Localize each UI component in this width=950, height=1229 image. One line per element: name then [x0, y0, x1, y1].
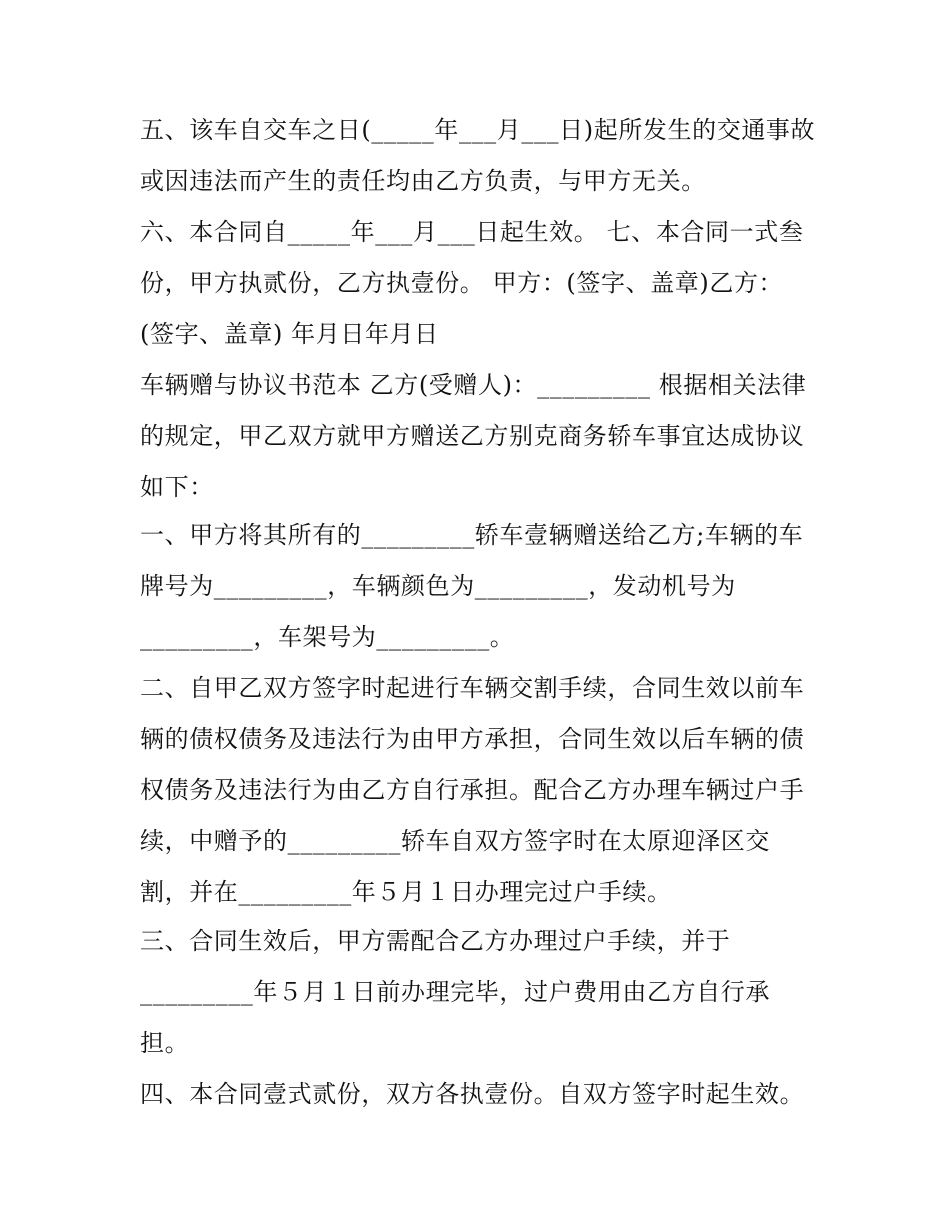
text-line: 担。 — [140, 1029, 190, 1057]
text-line: 续，中赠予的_________轿车自双方签字时在太原迎泽区交 — [140, 827, 770, 855]
text-line: 权债务及违法行为由乙方自行承担。配合乙方办理车辆过户手 — [140, 776, 805, 804]
text-line: 割，并在_________年５月１日办理完过户手续。 — [140, 878, 672, 906]
text-line: 三、合同生效后，甲方需配合乙方办理过户手续，并于 — [140, 927, 731, 955]
text-line: 四、本合同壹式贰份，双方各执壹份。自双方签字时起生效。 — [140, 1080, 805, 1108]
text-line: 二、自甲乙双方签字时起进行车辆交割手续，合同生效以前车 — [140, 674, 805, 702]
text-line: _________，车架号为_________。 — [140, 623, 515, 651]
text-line: 车辆赠与协议书范本 乙方(受赠人)：_________ 根据相关法律 — [140, 371, 807, 399]
text-line: 一、甲方将其所有的_________轿车壹辆赠送给乙方;车辆的车 — [140, 521, 804, 549]
text-line: 六、本合同自_____年___月___日起生效。 七、本合同一式叁 — [140, 218, 804, 246]
text-line: 的规定，甲乙双方就甲方赠送乙方别克商务轿车事宜达成协议 — [140, 422, 805, 450]
text-line: 份，甲方执贰份，乙方执壹份。 甲方：(签字、盖章)乙方： — [140, 269, 784, 297]
text-line: 牌号为_________，车辆颜色为_________，发动机号为 — [140, 572, 736, 600]
text-line: (签字、盖章) 年月日年月日 — [140, 320, 439, 348]
text-line: 辆的债权债务及违法行为由甲方承担，合同生效以后车辆的债 — [140, 725, 805, 753]
text-line: _________年５月１日前办理完毕，过户费用由乙方自行承 — [140, 978, 770, 1006]
text-line: 如下： — [140, 473, 214, 501]
text-line: 五、该车自交车之日(_____年___月___日)起所发生的交通事故 — [140, 116, 816, 144]
text-line: 或因违法而产生的责任均由乙方负责，与甲方无关。 — [140, 167, 706, 195]
